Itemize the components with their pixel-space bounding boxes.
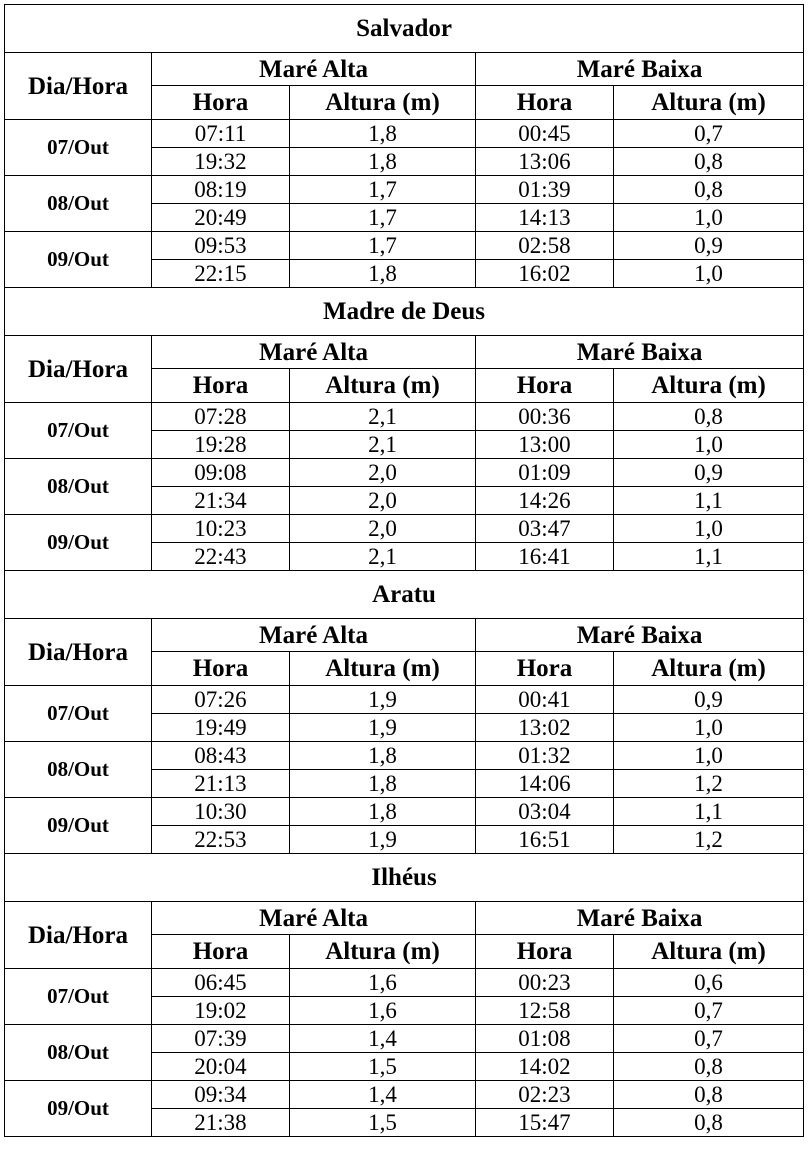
baixa-altura-cell: 0,9 [614, 232, 804, 260]
city-title-row [5, 288, 804, 336]
day-cell: 07/Out [5, 403, 152, 459]
hora-header: Hora [152, 652, 290, 686]
mare-baixa-header: Maré Baixa [476, 902, 804, 935]
mare-alta-header: Maré Alta [152, 619, 476, 652]
hora-header: Hora [152, 86, 290, 120]
baixa-altura-cell: 1,2 [614, 770, 804, 798]
table-row [5, 232, 804, 260]
baixa-hora-cell: 13:02 [476, 714, 614, 742]
table-row [5, 1025, 804, 1053]
mare-alta-header: Maré Alta [152, 902, 476, 935]
baixa-hora-cell: 14:13 [476, 204, 614, 232]
baixa-altura-cell: 0,8 [614, 148, 804, 176]
alta-hora-cell: 19:32 [152, 148, 290, 176]
alta-altura-cell: 1,4 [290, 1025, 476, 1053]
baixa-hora-cell: 01:39 [476, 176, 614, 204]
alta-altura-cell: 1,4 [290, 1081, 476, 1109]
mare-baixa-header: Maré Baixa [476, 619, 804, 652]
baixa-altura-cell: 1,1 [614, 487, 804, 515]
baixa-hora-cell: 14:02 [476, 1053, 614, 1081]
baixa-hora-cell: 12:58 [476, 997, 614, 1025]
day-cell: 08/Out [5, 742, 152, 798]
alta-altura-cell: 1,5 [290, 1053, 476, 1081]
alta-altura-cell: 1,9 [290, 826, 476, 854]
alta-altura-cell: 1,8 [290, 120, 476, 148]
baixa-hora-cell: 02:23 [476, 1081, 614, 1109]
baixa-hora-cell: 01:08 [476, 1025, 614, 1053]
alta-altura-cell: 1,8 [290, 770, 476, 798]
table-row [5, 1081, 804, 1109]
baixa-hora-cell: 16:51 [476, 826, 614, 854]
alta-altura-cell: 1,8 [290, 260, 476, 288]
altura-header: Altura (m) [614, 652, 804, 686]
table-row [5, 742, 804, 770]
city-title-row [5, 5, 804, 53]
baixa-altura-cell: 0,8 [614, 403, 804, 431]
baixa-altura-cell: 0,8 [614, 176, 804, 204]
day-cell: 09/Out [5, 1081, 152, 1137]
baixa-altura-cell: 1,0 [614, 260, 804, 288]
altura-header: Altura (m) [290, 86, 476, 120]
baixa-hora-cell: 00:41 [476, 686, 614, 714]
city-title: Ilhéus [5, 854, 804, 902]
dia-hora-header: Dia/Hora [5, 53, 152, 120]
baixa-altura-cell: 1,0 [614, 431, 804, 459]
alta-hora-cell: 22:53 [152, 826, 290, 854]
altura-header: Altura (m) [614, 935, 804, 969]
alta-altura-cell: 2,0 [290, 487, 476, 515]
alta-hora-cell: 08:19 [152, 176, 290, 204]
baixa-altura-cell: 0,7 [614, 997, 804, 1025]
baixa-altura-cell: 0,8 [614, 1053, 804, 1081]
alta-hora-cell: 08:43 [152, 742, 290, 770]
baixa-altura-cell: 1,0 [614, 515, 804, 543]
baixa-altura-cell: 0,8 [614, 1081, 804, 1109]
hora-header: Hora [476, 86, 614, 120]
alta-altura-cell: 2,1 [290, 431, 476, 459]
mare-baixa-header: Maré Baixa [476, 53, 804, 86]
alta-altura-cell: 1,7 [290, 176, 476, 204]
dia-hora-header: Dia/Hora [5, 902, 152, 969]
mare-alta-header: Maré Alta [152, 53, 476, 86]
alta-hora-cell: 22:15 [152, 260, 290, 288]
baixa-hora-cell: 13:06 [476, 148, 614, 176]
alta-altura-cell: 1,9 [290, 686, 476, 714]
altura-header: Altura (m) [614, 86, 804, 120]
baixa-hora-cell: 16:02 [476, 260, 614, 288]
baixa-altura-cell: 1,0 [614, 204, 804, 232]
alta-altura-cell: 2,1 [290, 403, 476, 431]
baixa-altura-cell: 1,2 [614, 826, 804, 854]
baixa-hora-cell: 14:06 [476, 770, 614, 798]
baixa-altura-cell: 0,7 [614, 1025, 804, 1053]
alta-altura-cell: 1,9 [290, 714, 476, 742]
group-header-row [5, 336, 804, 369]
baixa-altura-cell: 0,9 [614, 686, 804, 714]
baixa-hora-cell: 00:23 [476, 969, 614, 997]
alta-hora-cell: 07:11 [152, 120, 290, 148]
alta-altura-cell: 1,6 [290, 997, 476, 1025]
alta-altura-cell: 1,8 [290, 148, 476, 176]
day-cell: 09/Out [5, 232, 152, 288]
alta-hora-cell: 09:08 [152, 459, 290, 487]
hora-header: Hora [152, 935, 290, 969]
alta-hora-cell: 07:39 [152, 1025, 290, 1053]
table-row [5, 120, 804, 148]
mare-alta-header: Maré Alta [152, 336, 476, 369]
baixa-altura-cell: 0,9 [614, 459, 804, 487]
alta-altura-cell: 1,8 [290, 742, 476, 770]
day-cell: 09/Out [5, 515, 152, 571]
baixa-hora-cell: 01:32 [476, 742, 614, 770]
altura-header: Altura (m) [290, 652, 476, 686]
tide-table-body [5, 5, 804, 1137]
alta-hora-cell: 09:53 [152, 232, 290, 260]
hora-header: Hora [476, 935, 614, 969]
altura-header: Altura (m) [290, 369, 476, 403]
day-cell: 07/Out [5, 120, 152, 176]
group-header-row [5, 619, 804, 652]
day-cell: 08/Out [5, 1025, 152, 1081]
table-row [5, 176, 804, 204]
city-title-row [5, 571, 804, 619]
baixa-altura-cell: 1,1 [614, 543, 804, 571]
baixa-hora-cell: 15:47 [476, 1109, 614, 1137]
baixa-hora-cell: 03:47 [476, 515, 614, 543]
baixa-altura-cell: 1,0 [614, 742, 804, 770]
baixa-altura-cell: 0,6 [614, 969, 804, 997]
table-row [5, 686, 804, 714]
baixa-altura-cell: 0,8 [614, 1109, 804, 1137]
table-row [5, 969, 804, 997]
hora-header: Hora [476, 369, 614, 403]
day-cell: 09/Out [5, 798, 152, 854]
baixa-altura-cell: 1,0 [614, 714, 804, 742]
altura-header: Altura (m) [290, 935, 476, 969]
alta-altura-cell: 1,6 [290, 969, 476, 997]
alta-hora-cell: 21:38 [152, 1109, 290, 1137]
group-header-row [5, 53, 804, 86]
alta-hora-cell: 20:04 [152, 1053, 290, 1081]
hora-header: Hora [152, 369, 290, 403]
baixa-hora-cell: 02:58 [476, 232, 614, 260]
city-title: Aratu [5, 571, 804, 619]
baixa-altura-cell: 1,1 [614, 798, 804, 826]
alta-hora-cell: 06:45 [152, 969, 290, 997]
dia-hora-header: Dia/Hora [5, 336, 152, 403]
day-cell: 07/Out [5, 686, 152, 742]
alta-hora-cell: 19:49 [152, 714, 290, 742]
alta-altura-cell: 1,8 [290, 798, 476, 826]
alta-hora-cell: 20:49 [152, 204, 290, 232]
baixa-hora-cell: 03:04 [476, 798, 614, 826]
alta-altura-cell: 2,0 [290, 459, 476, 487]
baixa-hora-cell: 16:41 [476, 543, 614, 571]
mare-baixa-header: Maré Baixa [476, 336, 804, 369]
city-title: Madre de Deus [5, 288, 804, 336]
baixa-hora-cell: 00:45 [476, 120, 614, 148]
alta-hora-cell: 10:23 [152, 515, 290, 543]
table-row [5, 515, 804, 543]
baixa-hora-cell: 01:09 [476, 459, 614, 487]
alta-hora-cell: 21:34 [152, 487, 290, 515]
day-cell: 07/Out [5, 969, 152, 1025]
alta-hora-cell: 19:02 [152, 997, 290, 1025]
alta-altura-cell: 1,7 [290, 232, 476, 260]
day-cell: 08/Out [5, 176, 152, 232]
dia-hora-header: Dia/Hora [5, 619, 152, 686]
alta-altura-cell: 1,5 [290, 1109, 476, 1137]
alta-hora-cell: 21:13 [152, 770, 290, 798]
hora-header: Hora [476, 652, 614, 686]
alta-hora-cell: 10:30 [152, 798, 290, 826]
alta-hora-cell: 07:26 [152, 686, 290, 714]
group-header-row [5, 902, 804, 935]
table-row [5, 798, 804, 826]
baixa-hora-cell: 14:26 [476, 487, 614, 515]
alta-altura-cell: 2,0 [290, 515, 476, 543]
table-row [5, 459, 804, 487]
alta-hora-cell: 22:43 [152, 543, 290, 571]
baixa-hora-cell: 00:36 [476, 403, 614, 431]
city-title-row [5, 854, 804, 902]
alta-altura-cell: 2,1 [290, 543, 476, 571]
alta-altura-cell: 1,7 [290, 204, 476, 232]
baixa-hora-cell: 13:00 [476, 431, 614, 459]
table-row [5, 403, 804, 431]
tide-table [4, 4, 804, 1137]
altura-header: Altura (m) [614, 369, 804, 403]
baixa-altura-cell: 0,7 [614, 120, 804, 148]
alta-hora-cell: 19:28 [152, 431, 290, 459]
alta-hora-cell: 09:34 [152, 1081, 290, 1109]
alta-hora-cell: 07:28 [152, 403, 290, 431]
city-title: Salvador [5, 5, 804, 53]
day-cell: 08/Out [5, 459, 152, 515]
